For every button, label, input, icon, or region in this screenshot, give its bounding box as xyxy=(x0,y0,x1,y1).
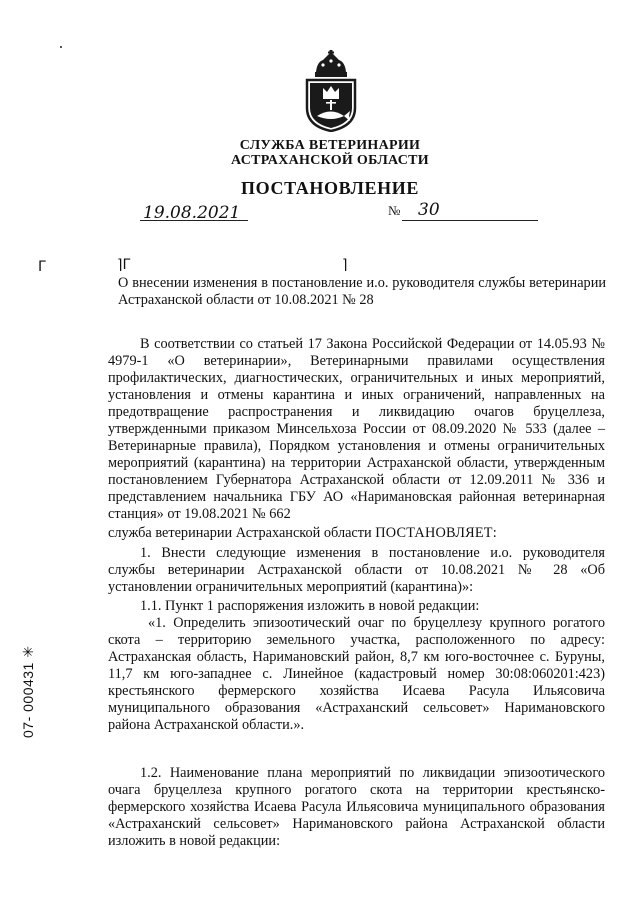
resolves-paragraph xyxy=(108,525,605,542)
preamble-paragraph: В соответствии со статьей 17 Закона Российской Федерации от 14.05.93 № 4979-1 «О ветеринарии», Ветеринарными правилами осуществления профилактических, диагностических, ограничительных и иных мероприятий, установления и отмены карантина и иных ограничений, направленных на предотвращение распространения и ликвидацию очагов бруцеллеза, утвержденными приказом Минсельхоза России от 08.09.2020 № 533 (далее – Ветеринарные правила), Порядком установления и отмены ограничительных мероприятий (карантина) на территории Астраханской области, утвержденным постановлением Губернатора Астраханской области от 12.09.2011 № 336 и представлением начальника ГБУ АО «Наримановская районная ветеринарная станция» от 19.08.2021 № 662 xyxy=(108,336,605,522)
resolves-prefix: служба ветеринарии Астраханской области xyxy=(108,525,376,541)
date-underline xyxy=(140,220,248,221)
organization-name-line2: АСТРАХАНСКОЙ ОБЛАСТИ xyxy=(230,153,429,168)
clause-1-2: 1.2. Наименование плана мероприятий по ликвидации эпизоотического очага бруцеллеза крупного рогатого скота на территории крестьянско-фермерского хозяйства Исаева Расула Ильясовича муниципального образования «Астраханский сельсовет» Наримановского района Астраханской области изложить в новой редакции: xyxy=(108,765,605,849)
document-subject: О внесении изменения в постановление и.о. руководителя службы ветеринарии Астраханской области от 10.08.2021 № 28 xyxy=(118,275,606,308)
document-number: 30 xyxy=(418,200,440,220)
number-label: № xyxy=(388,203,401,218)
number-underline xyxy=(402,220,538,221)
corner-mark-left: Г xyxy=(38,259,47,275)
subject-bracket-left: ⌉Г xyxy=(117,257,131,273)
clause-1: 1. Внести следующие изменения в постановление и.о. руководителя службы ветеринарии Астраханской области от 10.08.2021 № 28 «Об установлении ограничительных мероприятий (карантина)»: xyxy=(108,545,605,595)
scan-speck xyxy=(60,46,62,48)
clause-1-1-quote: «1. Определить эпизоотический очаг по бруцеллезу крупного рогатого скота – территорию земельного участка, расположенного по адресу: Астраханская область, Наримановский район, 8,7 км юго-восточнее с. Буруны, 11,7 км юго-западнее с. Линейное (кадастровый номер 30:08:060201:423) крестьянского фермерского хозяйства Исаева Расула Ильясовича муниципального образования «Астраханский сельсовет» Наримановского района Астраханской области.». xyxy=(108,615,605,733)
document-date: 19.08.2021 xyxy=(143,203,241,223)
organization-name-line1: СЛУЖБА ВЕТЕРИНАРИИ xyxy=(239,138,421,153)
form-serial-number: 07- 000431 ✳ xyxy=(20,645,36,738)
document-type-title: ПОСТАНОВЛЕНИЕ xyxy=(241,178,419,198)
subject-bracket-right: ⌉ xyxy=(342,257,348,273)
astrakhan-coat-of-arms-icon xyxy=(299,50,363,132)
clause-1-1: 1.1. Пункт 1 распоряжения изложить в новой редакции: xyxy=(140,598,480,614)
resolves-keyword: ПОСТАНОВЛЯЕТ: xyxy=(375,525,497,541)
